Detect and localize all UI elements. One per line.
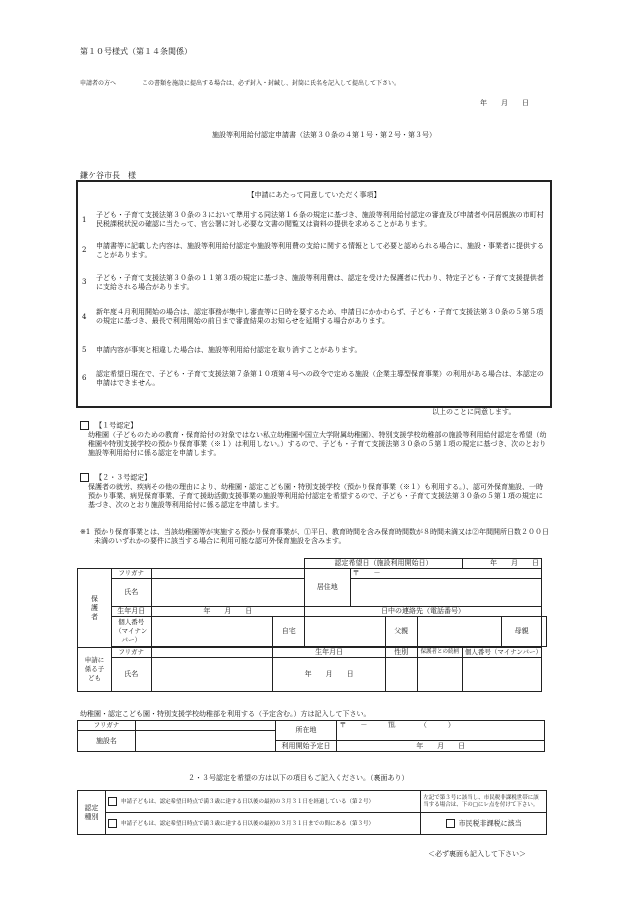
consent-item: 3 子ども・子育て支援法第３０条の１１第３項の規定に基づき、施設等利用費は、認定を受けた保護者に代わり、特定子ども・子育て支援提供者に支給される場合があります。 bbox=[82, 274, 544, 291]
home-phone-input[interactable] bbox=[305, 617, 386, 647]
guardian-name-input[interactable] bbox=[151, 579, 305, 607]
facility-name-input[interactable] bbox=[135, 731, 275, 752]
cert1-text: 幼稚園（子どものための教育・保育給付の対象ではない私立幼稚園や国立大学附属幼稚園）、特別支援学校幼稚部の施設等利用給付認定を希望（幼稚園や特別支援学校の預かり保育事業（※１）は利用しない。）するので、子ども・子育て支援法第３０条の５第１項の規定に基づき、次のとおり施設等利用給付に係る認定を申請します。 bbox=[88, 431, 547, 457]
mother-label: 母親 bbox=[502, 617, 542, 647]
cert-type-option-2[interactable]: 申請子どもは、認定希望日時点で満３歳に達する日以後の最初の３月３１日を経過している（第２号） bbox=[105, 791, 420, 813]
desired-date-label: 認定希望日（施設利用開始日） bbox=[305, 559, 463, 569]
start-date-input[interactable]: 年 月 日 bbox=[337, 741, 545, 752]
form-number: 第１０号様式（第１４条関係） bbox=[80, 47, 192, 56]
birth-label: 生年月日 bbox=[111, 607, 151, 617]
agree-text: 以上のことに同意します。 bbox=[432, 408, 516, 416]
address-input[interactable] bbox=[350, 579, 541, 607]
facility-furigana-label: フリガナ bbox=[78, 721, 136, 731]
relation-label: 保護者との続柄 bbox=[417, 648, 462, 658]
child-mynumber-label: 個人番号（マイナンバー） bbox=[462, 648, 541, 658]
consent-heading: 【申請にあたって同意していただく事項】 bbox=[247, 191, 381, 199]
cert-type-label: 認定種別 bbox=[78, 791, 106, 835]
consent-item: 2 申請書等に記載した内容は、施設等利用給付認定や施設等利用費の支給に関する情報として必要と認められる場合に、施設・事業者に提供することがあります。 bbox=[82, 242, 544, 259]
child-name-label: 氏名 bbox=[111, 658, 151, 692]
consent-box bbox=[76, 180, 552, 408]
facility-location-label: 所在地 bbox=[275, 721, 337, 741]
facility-table bbox=[77, 720, 545, 752]
cert1-heading: 【１号認定】 bbox=[80, 421, 137, 431]
cert23-text: 保護者の就労、疾病その他の理由により、幼稚園・認定こども園・特別支援学校（預かり保育事業（※１）も利用する。）、認可外保育施設、一時預かり事業、病児保育事業、子育て援助活動支援事業の施設等利用給付認定を希望するので、子ども・子育て支援法第３０条の５第１項の規定に基づき、次のとおり施設等利用給付に係る認定を申請します。 bbox=[88, 483, 543, 509]
consent-item: 1 子ども・子育て支援法第３０条の３において準用する同法第１６条の規定に基づき、施設等利用給付認定の審査及び申請者や同居親族の市町村民税課税状況の確認に当たって、官公署に対し必要な文書の閲覧又は資料の提供を求めることがあります。 bbox=[82, 211, 544, 228]
address-label: 居住地 bbox=[305, 569, 350, 607]
cert23-checkbox[interactable] bbox=[80, 473, 89, 482]
home-label: 自宅 bbox=[273, 617, 305, 647]
page-title: 施設等利用給付認定申請書（法第３０条の４第１号・第２号・第３号） bbox=[212, 131, 436, 139]
gender-label: 性別 bbox=[385, 648, 417, 658]
facility-note: 幼稚園・認定こども園・特別支援学校幼稚部を利用する（予定含む。）方は記入して下さい。 bbox=[80, 710, 371, 718]
option3-checkbox[interactable] bbox=[108, 819, 117, 828]
child-name-input[interactable] bbox=[151, 658, 273, 692]
consent-item: 5 申請内容が事実と相違した場合は、施設等利用給付認定を取り消すことがあります。 bbox=[82, 346, 362, 354]
instruction-text: この書類を施設に提出する場合は、必ず封入・封緘し、封筒に氏名を記入して提出して下さい。 bbox=[142, 80, 401, 87]
child-birth-label: 生年月日 bbox=[273, 648, 385, 658]
child-furigana-label: フリガナ bbox=[111, 648, 151, 658]
footnote-text: 預かり保育事業とは、当該幼稚園等が実施する預かり保育事業が、①平日、教育時間を含み保育時間数が８時間未満又は②年間開所日数２００日未満のいずれかの要件に該当する場合に利用可能な認可外保育施設を含みます。 bbox=[94, 528, 549, 545]
postal-mark[interactable]: 〒 － bbox=[350, 569, 541, 579]
option2-checkbox[interactable] bbox=[108, 797, 117, 806]
start-date-label: 利用開始予定日 bbox=[275, 741, 337, 752]
applicant-table bbox=[77, 558, 547, 692]
consent-item: 4 新年度４月利用開始の場合は、認定事務が集中し審査等に日時を要するため、申請日にかかわらず、子ども・子育て支援法第３０条の５第５項の規定に基づき、最長で利用開始の前日まで審査結果のお知らせを延期する場合があります。 bbox=[82, 308, 544, 325]
addressee: 鎌ケ谷市長 様 bbox=[80, 171, 136, 180]
birth-input[interactable]: 年 月 日 bbox=[151, 607, 305, 617]
mother-phone-input[interactable] bbox=[542, 617, 547, 647]
desired-date-input[interactable]: 年 月 日 bbox=[462, 559, 541, 569]
footnote-mark: ※1 bbox=[80, 528, 91, 536]
child-furigana-input[interactable] bbox=[151, 648, 273, 658]
cert23-heading: 【２・３号認定】 bbox=[80, 473, 151, 483]
guardian-name-label: 氏名 bbox=[111, 579, 151, 607]
child-birth-input[interactable]: 年 月 日 bbox=[273, 658, 385, 692]
child-mynumber-input[interactable] bbox=[462, 658, 541, 692]
guardian-furigana-input[interactable] bbox=[151, 569, 305, 579]
relation-input[interactable] bbox=[417, 658, 462, 692]
tax-note: 左記で第３号に該当し、市民税非課税世帯に該当する場合は、下の□にレ点を付けて下さい。 bbox=[421, 791, 547, 813]
mynumber-label: 個人番号（マイナンバー） bbox=[111, 617, 151, 647]
section2-note: ２・３号認定を希望の方は以下の項目もご記入ください。（裏面あり） bbox=[188, 774, 409, 782]
consent-item: 6 認定希望日現在で、子ども・子育て支援法第７条第１０項第４号への政令で定める施設（企業主導型保育事業）の利用がある場合は、本認定の申請はできません。 bbox=[82, 370, 544, 387]
guardian-furigana-label: フリガナ bbox=[111, 569, 151, 579]
guardian-label: 保護者 bbox=[78, 569, 112, 648]
cert-type-table bbox=[77, 790, 547, 835]
cert-type-option-3[interactable]: 申請子どもは、認定希望日時点で満３歳に達する日以後の最初の３月３１日までの間にある（第３号） bbox=[105, 813, 420, 835]
father-phone-input[interactable] bbox=[417, 617, 502, 647]
facility-furigana-input[interactable] bbox=[135, 721, 275, 731]
cert1-checkbox[interactable] bbox=[80, 421, 89, 430]
mynumber-input[interactable] bbox=[151, 617, 273, 647]
tax-option[interactable]: 市民税非課税に該当 bbox=[421, 813, 547, 835]
back-note: ＜必ず裏面も記入して下さい＞ bbox=[428, 850, 526, 858]
consent-list bbox=[82, 206, 546, 396]
tax-checkbox[interactable] bbox=[446, 819, 455, 828]
instruction-lead: 申請者の方へ bbox=[80, 80, 117, 87]
gender-input[interactable] bbox=[385, 658, 417, 692]
child-label: 申請に係る子ども bbox=[78, 648, 112, 692]
facility-name-label: 施設名 bbox=[78, 731, 136, 752]
father-label: 父親 bbox=[385, 617, 417, 647]
facility-location-input[interactable]: 〒 － ℡ （ ） bbox=[337, 721, 545, 741]
daytime-contact-label: 日中の連絡先（電話番号） bbox=[305, 607, 542, 617]
date-line: 年 月 日 bbox=[480, 99, 529, 107]
